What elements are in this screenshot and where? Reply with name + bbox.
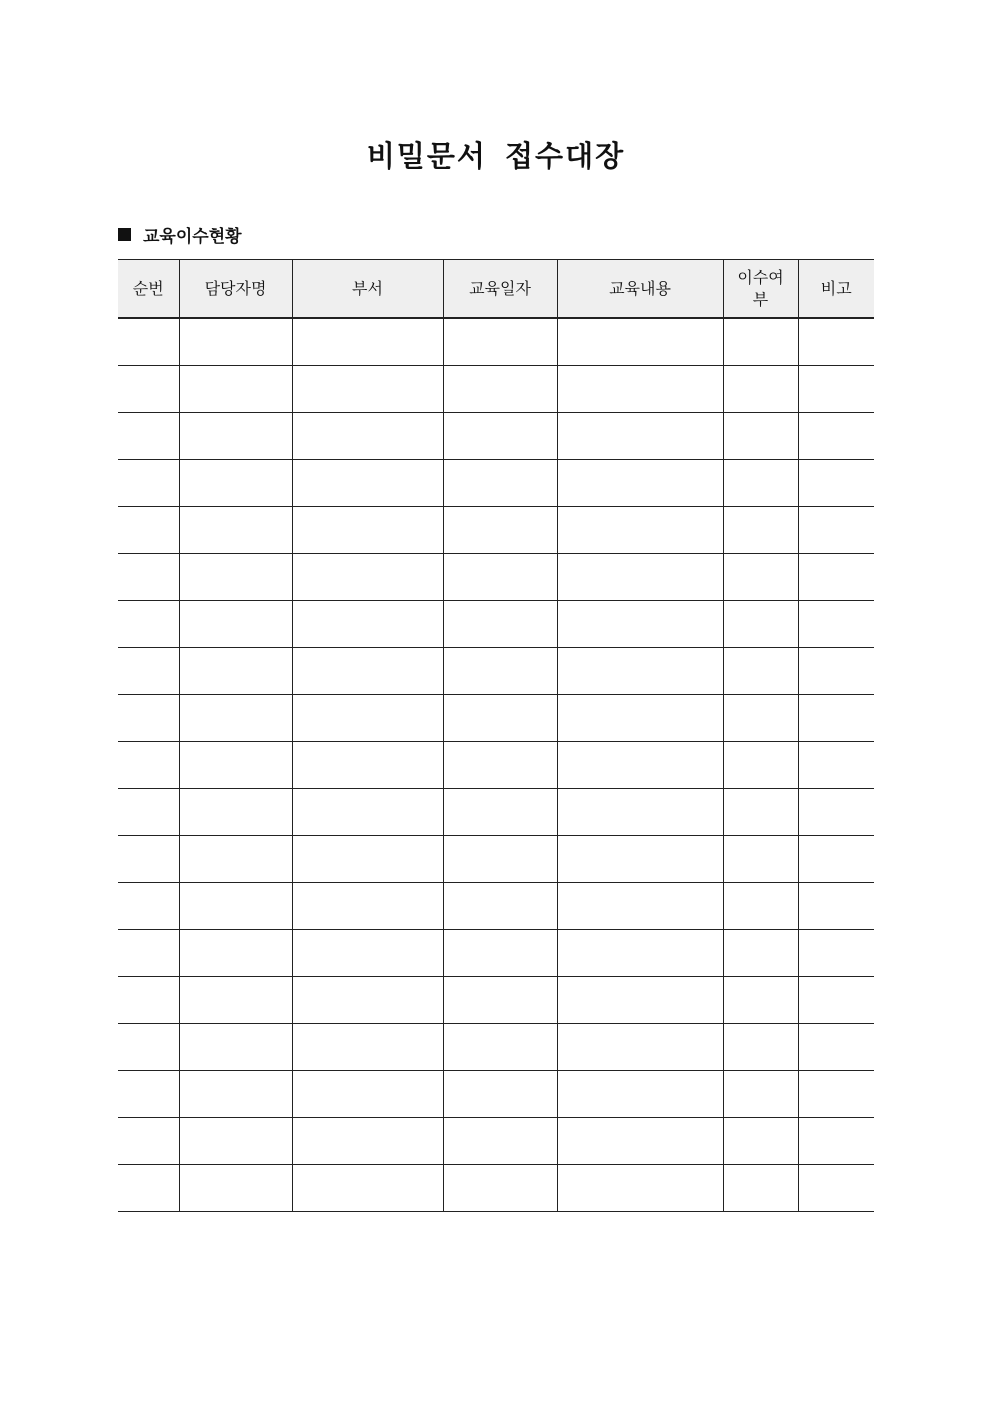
- table-cell[interactable]: [798, 1118, 874, 1165]
- table-cell[interactable]: [723, 1071, 798, 1118]
- table-cell[interactable]: [179, 1165, 292, 1212]
- table-cell[interactable]: [723, 413, 798, 460]
- table-cell[interactable]: [118, 507, 179, 554]
- table-cell[interactable]: [798, 1071, 874, 1118]
- table-cell[interactable]: [118, 789, 179, 836]
- table-cell[interactable]: [798, 695, 874, 742]
- header-row: [118, 260, 874, 319]
- table-cell[interactable]: [292, 1165, 443, 1212]
- table-cell[interactable]: [723, 1165, 798, 1212]
- table-cell[interactable]: [118, 1071, 179, 1118]
- header-manager-name: 담당자명: [179, 260, 292, 319]
- table-cell[interactable]: [723, 1024, 798, 1071]
- table-cell[interactable]: [723, 695, 798, 742]
- table-cell[interactable]: [723, 554, 798, 601]
- table-cell[interactable]: [557, 1118, 723, 1165]
- table-cell[interactable]: [798, 1165, 874, 1212]
- table-cell[interactable]: [723, 742, 798, 789]
- table-cell[interactable]: [443, 648, 557, 695]
- table-cell[interactable]: [557, 883, 723, 930]
- table-cell[interactable]: [179, 836, 292, 883]
- section-label: 교육이수현황: [143, 227, 242, 247]
- table-cell[interactable]: [118, 695, 179, 742]
- table-row: [118, 1165, 874, 1212]
- table-cell[interactable]: [292, 601, 443, 648]
- table-cell[interactable]: [118, 1165, 179, 1212]
- table-row: [118, 507, 874, 554]
- table-cell[interactable]: [118, 883, 179, 930]
- table-cell[interactable]: [443, 789, 557, 836]
- table-cell[interactable]: [557, 413, 723, 460]
- table-cell[interactable]: [179, 413, 292, 460]
- header-no: 순번: [118, 260, 179, 319]
- table-cell[interactable]: [723, 883, 798, 930]
- table-row: [118, 648, 874, 695]
- table-cell[interactable]: [443, 507, 557, 554]
- table-cell[interactable]: [798, 318, 874, 366]
- table-cell[interactable]: [798, 930, 874, 977]
- table-cell[interactable]: [118, 601, 179, 648]
- table-cell[interactable]: [798, 883, 874, 930]
- table-cell[interactable]: [118, 366, 179, 413]
- table-cell[interactable]: [798, 413, 874, 460]
- table-cell[interactable]: [118, 1024, 179, 1071]
- table-cell[interactable]: [179, 648, 292, 695]
- table-cell[interactable]: [798, 789, 874, 836]
- table-cell[interactable]: [723, 930, 798, 977]
- table-cell[interactable]: [557, 977, 723, 1024]
- table-cell[interactable]: [292, 366, 443, 413]
- table-cell[interactable]: [179, 742, 292, 789]
- table-cell[interactable]: [179, 977, 292, 1024]
- table-cell[interactable]: [443, 554, 557, 601]
- table-cell[interactable]: [723, 507, 798, 554]
- table-cell[interactable]: [292, 883, 443, 930]
- table-row: [118, 1071, 874, 1118]
- table-cell[interactable]: [292, 742, 443, 789]
- table-cell[interactable]: [118, 460, 179, 507]
- table-row: [118, 413, 874, 460]
- table-cell[interactable]: [443, 1165, 557, 1212]
- table-cell[interactable]: [443, 601, 557, 648]
- table-cell[interactable]: [443, 695, 557, 742]
- table-cell[interactable]: [179, 460, 292, 507]
- table-cell[interactable]: [292, 930, 443, 977]
- table-row: [118, 695, 874, 742]
- table-cell[interactable]: [557, 789, 723, 836]
- table-cell[interactable]: [557, 742, 723, 789]
- table-cell[interactable]: [557, 318, 723, 366]
- table-cell[interactable]: [798, 1024, 874, 1071]
- table-cell[interactable]: [179, 318, 292, 366]
- table-cell[interactable]: [798, 460, 874, 507]
- table-cell[interactable]: [118, 836, 179, 883]
- header-completion-status: 이수여부: [723, 260, 798, 319]
- table-cell[interactable]: [443, 883, 557, 930]
- table-row: [118, 460, 874, 507]
- table-cell[interactable]: [443, 1118, 557, 1165]
- table-cell[interactable]: [557, 930, 723, 977]
- table-cell[interactable]: [292, 789, 443, 836]
- table-cell[interactable]: [557, 648, 723, 695]
- table-cell[interactable]: [443, 460, 557, 507]
- section-heading: [118, 222, 242, 247]
- table-cell[interactable]: [179, 695, 292, 742]
- table-cell[interactable]: [179, 1118, 292, 1165]
- table-cell[interactable]: [557, 1024, 723, 1071]
- table-cell[interactable]: [557, 554, 723, 601]
- table-cell[interactable]: [292, 318, 443, 366]
- table-row: [118, 601, 874, 648]
- table-cell[interactable]: [557, 460, 723, 507]
- table-cell[interactable]: [118, 930, 179, 977]
- table-cell[interactable]: [118, 318, 179, 366]
- table-cell[interactable]: [118, 648, 179, 695]
- table-cell[interactable]: [723, 1118, 798, 1165]
- table-cell[interactable]: [292, 413, 443, 460]
- table-cell[interactable]: [723, 460, 798, 507]
- table-cell[interactable]: [798, 742, 874, 789]
- table-cell[interactable]: [179, 366, 292, 413]
- table-cell[interactable]: [443, 977, 557, 1024]
- table-cell[interactable]: [443, 318, 557, 366]
- table-cell[interactable]: [179, 1024, 292, 1071]
- table-cell[interactable]: [118, 1118, 179, 1165]
- table-cell[interactable]: [443, 1071, 557, 1118]
- table-cell[interactable]: [292, 1071, 443, 1118]
- table-cell[interactable]: [798, 648, 874, 695]
- table-cell[interactable]: [723, 836, 798, 883]
- table-cell[interactable]: [292, 460, 443, 507]
- header-remarks: 비고: [798, 260, 874, 319]
- table-row: [118, 742, 874, 789]
- table-cell[interactable]: [798, 836, 874, 883]
- document-title: 비밀문서 접수대장: [366, 139, 626, 173]
- table-cell[interactable]: [557, 366, 723, 413]
- table-cell[interactable]: [292, 648, 443, 695]
- table-cell[interactable]: [179, 930, 292, 977]
- table-cell[interactable]: [557, 507, 723, 554]
- table-cell[interactable]: [179, 883, 292, 930]
- table-cell[interactable]: [723, 977, 798, 1024]
- table-cell[interactable]: [443, 1024, 557, 1071]
- table-row: [118, 318, 874, 366]
- table-cell[interactable]: [723, 366, 798, 413]
- table-cell[interactable]: [443, 413, 557, 460]
- table-cell[interactable]: [179, 601, 292, 648]
- table-cell[interactable]: [557, 836, 723, 883]
- table-cell[interactable]: [292, 554, 443, 601]
- table-cell[interactable]: [292, 977, 443, 1024]
- table-cell[interactable]: [723, 789, 798, 836]
- ledger-body: [118, 318, 874, 1212]
- table-cell[interactable]: [723, 601, 798, 648]
- table-row: [118, 554, 874, 601]
- table-cell[interactable]: [118, 413, 179, 460]
- table-cell[interactable]: [443, 366, 557, 413]
- table-cell[interactable]: [118, 977, 179, 1024]
- table-cell[interactable]: [723, 648, 798, 695]
- education-ledger-table: [118, 259, 874, 1212]
- table-cell[interactable]: [723, 318, 798, 366]
- table-row: [118, 366, 874, 413]
- table-cell[interactable]: [557, 1071, 723, 1118]
- table-cell[interactable]: [557, 695, 723, 742]
- table-cell[interactable]: [443, 742, 557, 789]
- header-education-date: 교육일자: [443, 260, 557, 319]
- table-cell[interactable]: [443, 836, 557, 883]
- table-cell[interactable]: [798, 554, 874, 601]
- table-row: [118, 1024, 874, 1071]
- table-row: [118, 883, 874, 930]
- table-row: [118, 930, 874, 977]
- table-row: [118, 1118, 874, 1165]
- square-bullet-icon: [118, 228, 131, 241]
- table-cell[interactable]: [443, 930, 557, 977]
- table-cell[interactable]: [179, 789, 292, 836]
- table-cell[interactable]: [179, 554, 292, 601]
- table-row: [118, 977, 874, 1024]
- table-cell[interactable]: [798, 977, 874, 1024]
- table-row: [118, 789, 874, 836]
- table-cell[interactable]: [118, 742, 179, 789]
- table-cell[interactable]: [798, 601, 874, 648]
- table-cell[interactable]: [557, 1165, 723, 1212]
- table-cell[interactable]: [292, 1118, 443, 1165]
- table-cell[interactable]: [798, 366, 874, 413]
- table-cell[interactable]: [118, 554, 179, 601]
- table-cell[interactable]: [557, 601, 723, 648]
- table-cell[interactable]: [292, 836, 443, 883]
- table-cell[interactable]: [292, 507, 443, 554]
- header-department: 부서: [292, 260, 443, 319]
- table-cell[interactable]: [798, 507, 874, 554]
- table-cell[interactable]: [292, 1024, 443, 1071]
- header-education-content: 교육내용: [557, 260, 723, 319]
- table-cell[interactable]: [292, 695, 443, 742]
- table-cell[interactable]: [179, 507, 292, 554]
- table-row: [118, 836, 874, 883]
- table-cell[interactable]: [179, 1071, 292, 1118]
